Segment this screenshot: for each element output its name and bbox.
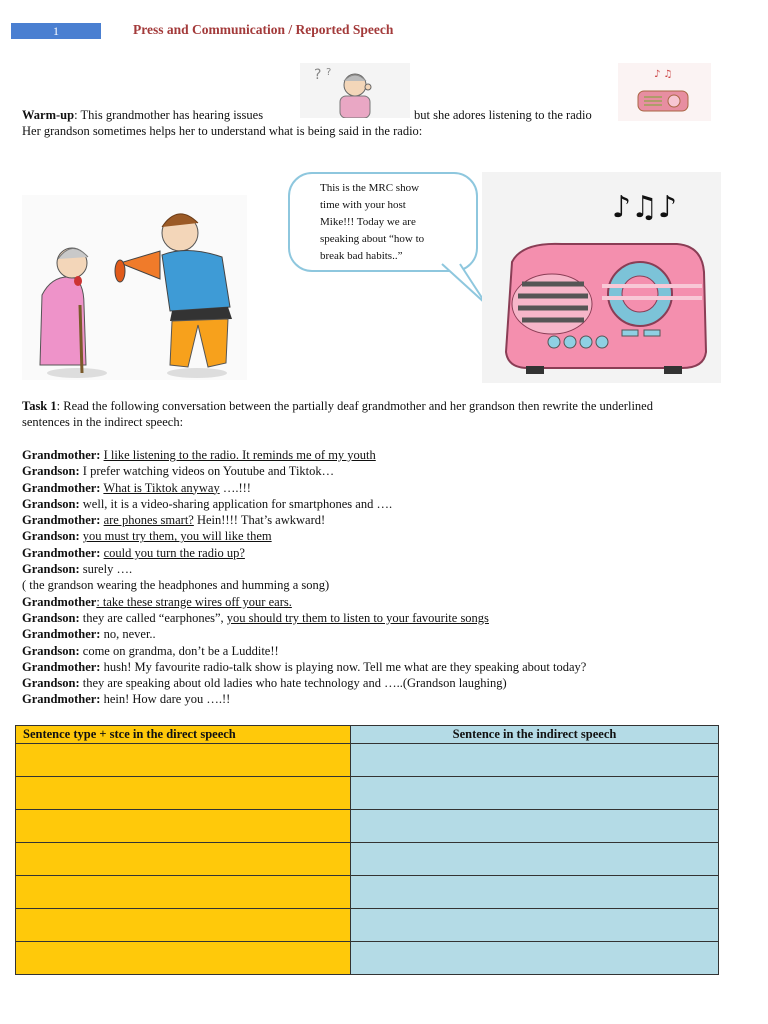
- dialogue-line: [22, 691, 586, 707]
- bubble-line: time with your host: [320, 199, 406, 211]
- underlined-sentence: you must try them, you will like them: [82, 529, 272, 544]
- underlined-sentence: you should try them to listen to your favourite songs: [226, 610, 489, 625]
- speaker: Grandmother:: [22, 448, 101, 462]
- indirect-speech-cell[interactable]: [351, 843, 719, 876]
- direct-speech-cell[interactable]: [16, 843, 351, 876]
- bubble-line: Mike!!! Today we are: [320, 216, 416, 228]
- small-radio-image: [618, 63, 711, 121]
- page-number-badge: 1: [11, 23, 101, 39]
- dialogue-line: [22, 480, 586, 496]
- answer-table: [15, 725, 719, 975]
- line-text: ….!!!: [219, 480, 251, 495]
- underlined-sentence: are phones smart?: [103, 513, 194, 528]
- task-label: Task 1: [22, 399, 57, 413]
- column-header-direct: Sentence type + stce in the direct speech: [16, 726, 351, 744]
- speaker: Grandson:: [22, 562, 80, 577]
- speaker: Grandson:: [22, 676, 80, 691]
- speaker: Grandson:: [22, 496, 80, 511]
- indirect-speech-cell[interactable]: [351, 876, 719, 909]
- table-row: [16, 876, 719, 909]
- svg-text:♪ ♫: ♪ ♫: [654, 69, 673, 80]
- warmup-text1: : This grandmother has hearing issues: [74, 108, 264, 122]
- radio-speech-bubble: [288, 172, 478, 272]
- dialogue-line: [22, 626, 586, 642]
- line-text: hein! How dare you ….!!: [100, 692, 231, 707]
- speaker: Grandson:: [22, 610, 80, 625]
- direct-speech-cell[interactable]: [16, 777, 351, 810]
- speaker: Grandson:: [22, 464, 80, 479]
- table-header-row: [16, 726, 719, 744]
- dialogue-line: [22, 496, 586, 512]
- dialogue-line: [22, 577, 586, 593]
- indirect-speech-cell[interactable]: [351, 810, 719, 843]
- speaker: Grandmother:: [22, 692, 101, 707]
- svg-text:?: ?: [326, 67, 332, 78]
- dialogue-line: [22, 463, 586, 479]
- dialogue-line: [22, 512, 586, 528]
- line-text: surely ….: [79, 562, 133, 577]
- dialogue-line: [22, 594, 586, 610]
- dialogue-line: [22, 447, 586, 463]
- underlined-sentence: What is Tiktok anyway: [103, 480, 220, 495]
- table-row: [16, 777, 719, 810]
- speaker: Grandmother:: [22, 480, 101, 495]
- line-text: they are called “earphones”,: [79, 610, 227, 625]
- bubble-line: break bad habits..”: [320, 250, 403, 262]
- line-text: I prefer watching videos on Youtube and Tiktok…: [79, 464, 335, 479]
- task-instruction: : Read the following conversation between the partially deaf grandmother and her grandson then rewrite the underlined: [56, 399, 653, 413]
- dialogue-line: [22, 610, 586, 626]
- table-row: [16, 843, 719, 876]
- line-text: they are speaking about old ladies who hate technology and …..(Grandson laughing): [79, 676, 507, 691]
- line-text: well, it is a video-sharing application for smartphones and ….: [79, 496, 393, 511]
- speaker: Grandmother:: [22, 659, 101, 674]
- svg-text:♪♫♪: ♪♫♪: [612, 190, 678, 225]
- line-text: ( the grandson wearing the headphones and humming a song): [22, 578, 330, 593]
- table-row: [16, 810, 719, 843]
- line-text: Hein!!!! That’s awkward!: [193, 513, 326, 528]
- dialogue-line: [22, 675, 586, 691]
- confused-grandmother-image: [300, 63, 410, 118]
- direct-speech-cell[interactable]: [16, 810, 351, 843]
- speaker: Grandmother:: [22, 513, 101, 528]
- table-row: [16, 744, 719, 777]
- direct-speech-cell[interactable]: [16, 876, 351, 909]
- bubble-line: speaking about “how to: [320, 233, 425, 245]
- dialogue-line: [22, 545, 586, 561]
- pink-radio-image: [482, 172, 721, 383]
- bubble-line: This is the MRC show: [320, 182, 420, 194]
- line-text: hush! My favourite radio-talk show is playing now. Tell me what are they speaking about today?: [100, 659, 587, 674]
- warmup-line1: [22, 107, 263, 123]
- line-text: no, never..: [100, 627, 156, 642]
- speaker: Grandmother: [22, 594, 97, 609]
- direct-speech-cell[interactable]: [16, 909, 351, 942]
- speaker: Grandmother:: [22, 545, 101, 560]
- direct-speech-cell[interactable]: [16, 942, 351, 975]
- warmup-text2: but she adores listening to the radio: [414, 108, 592, 122]
- indirect-speech-cell[interactable]: [351, 777, 719, 810]
- dialogue-line: [22, 643, 586, 659]
- warmup-line2: Her grandson sometimes helps her to understand what is being said in the radio:: [22, 124, 423, 138]
- dialogue-line: [22, 659, 586, 675]
- column-header-indirect: Sentence in the indirect speech: [351, 726, 719, 744]
- direct-speech-cell[interactable]: [16, 744, 351, 777]
- speaker: Grandmother:: [22, 627, 101, 642]
- warmup-label: Warm-up: [22, 108, 75, 122]
- page-title: Press and Communication / Reported Speech: [133, 22, 394, 37]
- underlined-sentence: could you turn the radio up?: [103, 545, 245, 560]
- dialogue: [22, 447, 586, 708]
- speaker: Grandson:: [22, 643, 80, 658]
- indirect-speech-cell[interactable]: [351, 909, 719, 942]
- indirect-speech-cell[interactable]: [351, 744, 719, 777]
- line-text: come on grandma, don’t be a Luddite!!: [79, 643, 279, 658]
- task-line1: [22, 398, 653, 414]
- indirect-speech-cell[interactable]: [351, 942, 719, 975]
- svg-text:?: ?: [314, 67, 322, 83]
- dialogue-line: [22, 561, 586, 577]
- grandson-megaphone-illustration: [22, 195, 247, 380]
- table-row: [16, 942, 719, 975]
- dialogue-line: [22, 528, 586, 544]
- task-line2: sentences in the indirect speech:: [22, 415, 184, 429]
- speaker: Grandson:: [22, 529, 80, 544]
- table-row: [16, 909, 719, 942]
- underlined-sentence: I like listening to the radio. It reminds me of my youth: [103, 448, 376, 462]
- underlined-sentence: : take these strange wires off your ears.: [96, 594, 292, 609]
